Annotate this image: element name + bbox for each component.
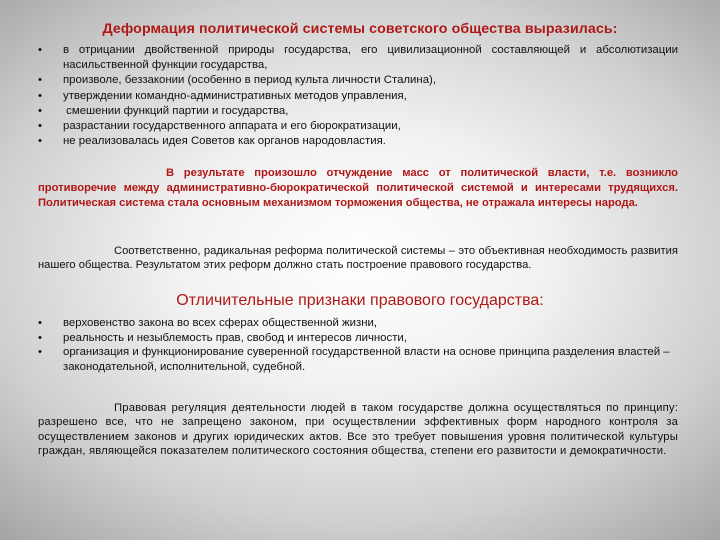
bullet-icon: • (38, 89, 42, 102)
list-item-text: верховенство закона во всех сферах общественной жизни, (63, 317, 378, 329)
list-item (38, 119, 678, 134)
legal-state-heading: Отличительные признаки правового государства: (176, 292, 544, 309)
list-item-text: реальность и незыблемость прав, свобод и интересов личности, (63, 331, 407, 344)
bullet-icon: • (38, 331, 42, 344)
list-item (38, 134, 678, 149)
list-item (38, 104, 678, 119)
bullet-icon: • (38, 44, 42, 56)
slide-title: Деформация политической системы советского общества выразилась: (102, 21, 618, 37)
bullet-icon: • (38, 346, 42, 359)
list-item-text: произволе, беззаконии (особенно в период культа личности Сталина), (63, 74, 436, 87)
list-item-text: смешении функций партии и государства, (63, 104, 289, 117)
list-item-text: утверждении командно-административных методов управления, (63, 89, 407, 102)
deformation-list (38, 43, 678, 149)
list-item (38, 73, 678, 88)
bullet-icon: • (38, 74, 42, 87)
list-item (38, 331, 678, 346)
bullet-icon: • (38, 317, 42, 329)
reform-paragraph: Соответственно, радикальная реформа политической системы – это объективная необходимость развития нашего общества. Результатом этих реформ должно стать построение правового государства. (38, 245, 678, 272)
bullet-icon: • (38, 104, 42, 117)
list-item (38, 345, 678, 374)
regulation-paragraph: Правовая регуляция деятельности людей в таком государстве должна осуществляться по принципу: разрешено все, что не запрещено законом, при осуществлении эффективных форм народного контроля за осуществлением законов и других юридических актов. Все это требует повышения уровня политической культуры граждан, являющейся показателем политического состояния общества, степени его развитости и демократичности. (38, 402, 678, 457)
result-paragraph: В результате произошло отчуждение масс от политической власти, т.е. возникло противоречие между административно-бюрократической политической системой и интересами трудящихся. Политическая система стала основным механизмом торможения общества, не отражала интересы народа. (38, 167, 678, 210)
list-item (38, 43, 678, 73)
list-item (38, 89, 678, 104)
list-item (38, 316, 678, 331)
list-item-text: в отрицании двойственной природы государства, его цивилизационной составляющей и абсолютизации насильственной функции государства, (63, 44, 678, 72)
list-item-text: не реализовалась идея Советов как органов народовластия. (63, 135, 386, 148)
bullet-icon: • (38, 120, 42, 133)
legal-state-list (38, 316, 678, 374)
bullet-icon: • (38, 135, 42, 148)
list-item-text: организация и функционирование суверенной государственной власти на основе принципа разделения властей – законодательной, исполнительной, судебной. (63, 346, 670, 373)
list-item-text: разрастании государственного аппарата и его бюрократизации, (63, 120, 401, 133)
